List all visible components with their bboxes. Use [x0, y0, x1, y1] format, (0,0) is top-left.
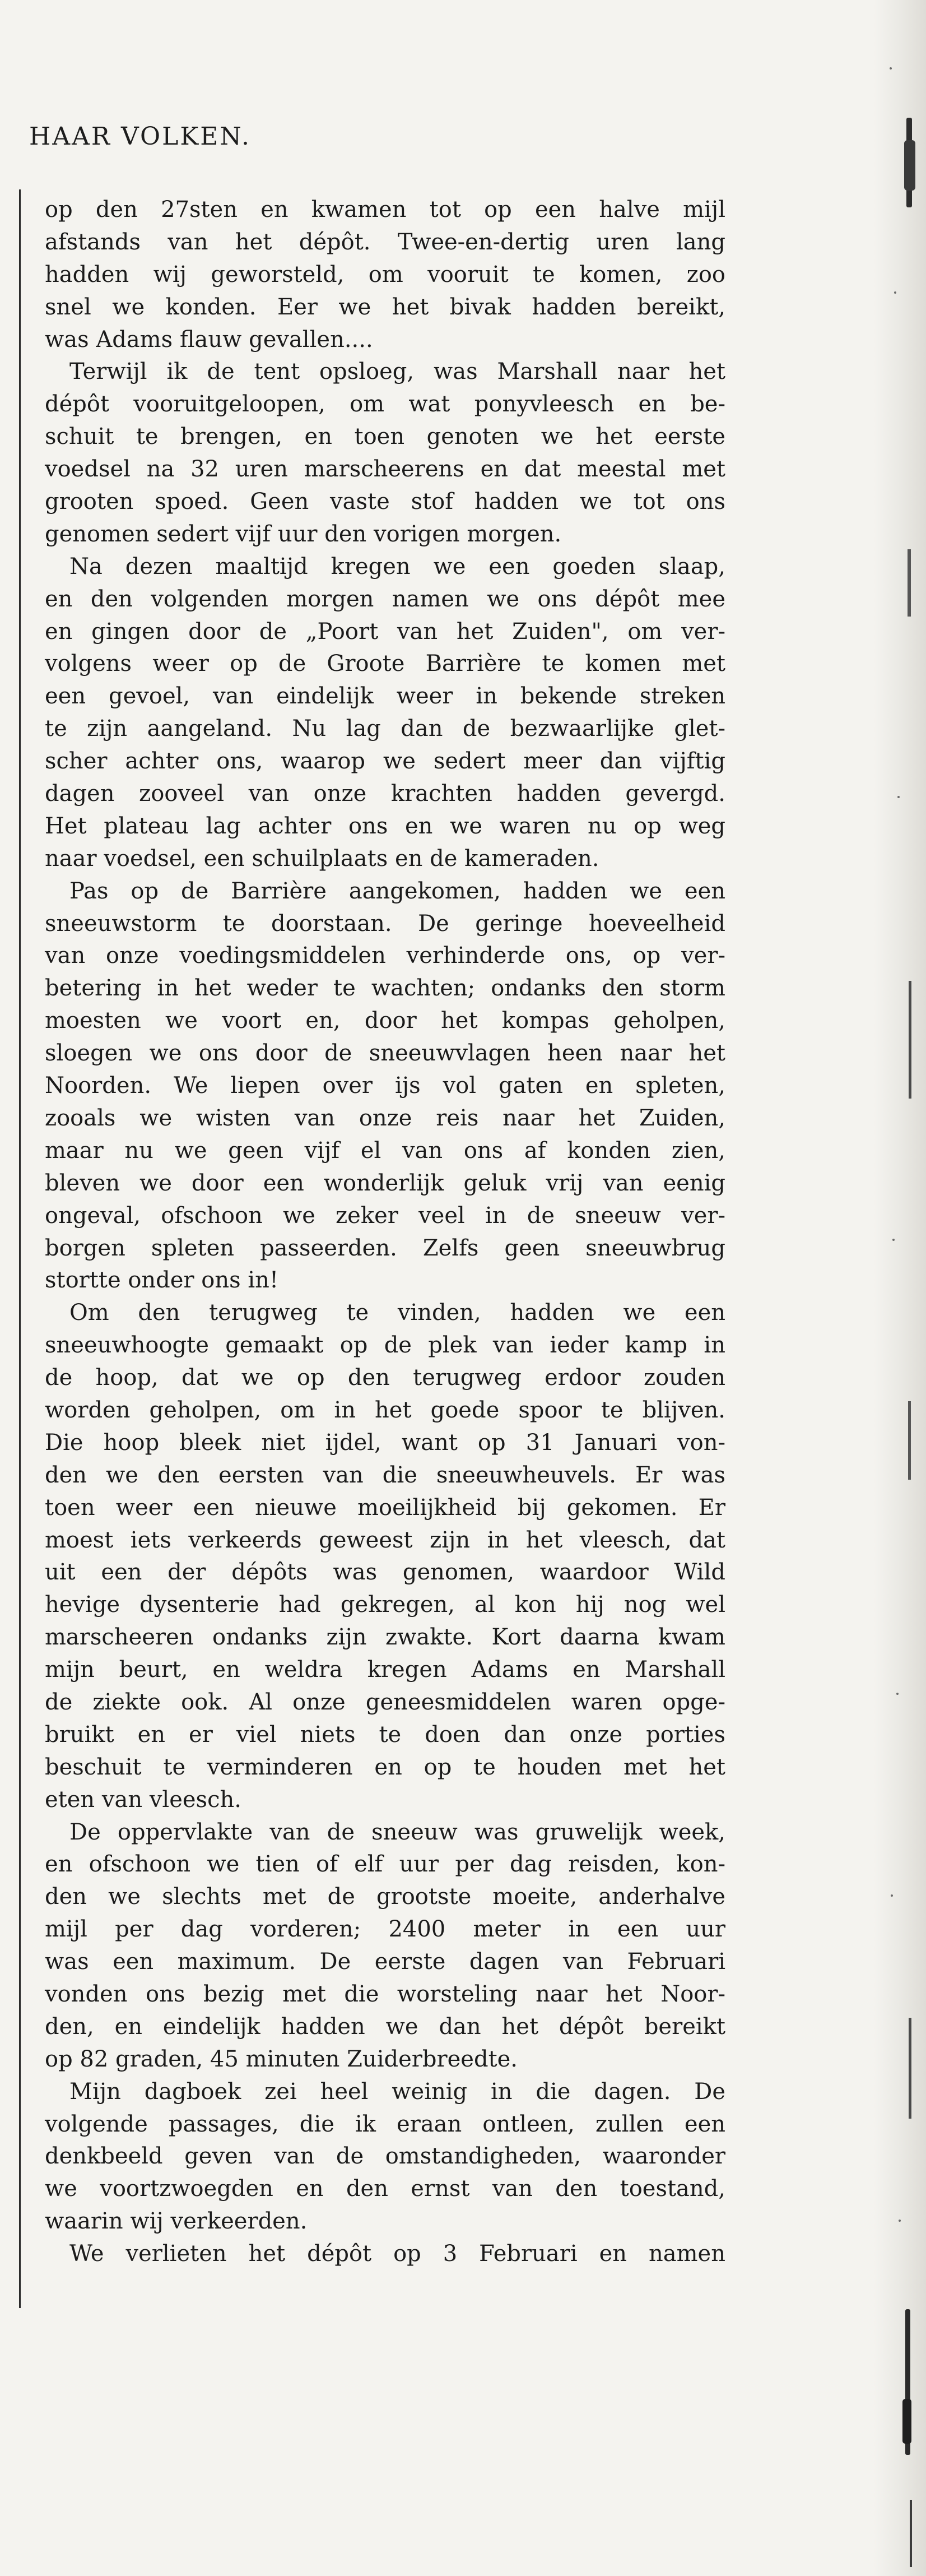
text-line: De oppervlakte van de sneeuw was gruwelijk week, [69, 1819, 725, 1845]
text-line: dépôt vooruitgeloopen, om wat ponyvleesch en be- [45, 391, 725, 418]
column-rule [19, 189, 21, 2308]
text-line: hadden wij geworsteld, om vooruit te komen, zoo [45, 261, 725, 288]
scan-speck [899, 2220, 901, 2222]
scan-speck [891, 1894, 893, 1897]
text-line: dagen zooveel van onze krachten hadden gevergd. [45, 781, 725, 807]
text-line: worden geholpen, om in het goede spoor te blijven. [45, 1397, 725, 1423]
text-line: hevige dysenterie had gekregen, al kon hij nog wel [45, 1592, 725, 1618]
binding-mark [902, 2399, 911, 2444]
text-line: volgende passages, die ik eraan ontleen, zullen een [45, 2111, 725, 2137]
text-line: genomen sedert vijf uur den vorigen morgen. [45, 521, 562, 547]
text-line: schuit te brengen, en toen genoten we het eerste [45, 424, 725, 450]
text-line: en den volgenden morgen namen we ons dépôt mee [45, 586, 725, 612]
binding-gutter [874, 0, 926, 2576]
text-line: marscheeren ondanks zijn zwakte. Kort daarna kwam [45, 1624, 725, 1651]
scan-speck [894, 291, 896, 294]
body-text [45, 194, 725, 2271]
text-line: moest iets verkeerds geweest zijn in het vleesch, dat [45, 1527, 725, 1553]
scan-speck [896, 1693, 899, 1695]
text-line: We verlieten het dépôt op 3 Februari en namen [69, 2241, 725, 2267]
running-head: HAAR VOLKEN. [29, 122, 251, 151]
text-line: borgen spleten passeerden. Zelfs geen sneeuwbrug [45, 1235, 725, 1261]
binding-mark [909, 981, 911, 1099]
text-line: beschuit te verminderen en op te houden met het [45, 1754, 725, 1780]
text-line: zooals we wisten van onze reis naar het Zuiden, [45, 1105, 725, 1131]
text-line: was Adams flauw gevallen.... [45, 326, 373, 353]
text-line: grooten spoed. Geen vaste stof hadden we tot ons [45, 489, 725, 515]
text-line: ongeval, ofschoon we zeker veel in de sneeuw ver- [45, 1202, 725, 1229]
text-line: van onze voedingsmiddelen verhinderde ons, op ver- [45, 943, 725, 969]
text-line: en gingen door de „Poort van het Zuiden", om ver- [45, 618, 725, 645]
text-line: toen weer een nieuwe moeilijkheid bij gekomen. Er [45, 1494, 725, 1521]
text-line: maar nu we geen vijf el van ons af konden zien, [45, 1137, 725, 1164]
text-line: de ziekte ook. Al onze geneesmiddelen waren opge- [45, 1689, 725, 1715]
text-line: en ofschoon we tien of elf uur per dag reisden, kon- [45, 1851, 725, 1878]
text-line: Na dezen maaltijd kregen we een goeden slaap, [69, 553, 725, 580]
binding-mark [909, 2018, 911, 2119]
text-line: den, en eindelijk hadden we dan het dépôt bereikt [45, 2013, 725, 2040]
scan-speck [890, 67, 892, 70]
text-line: eten van vleesch. [45, 1786, 241, 1813]
text-line: bruikt en er viel niets te doen dan onze porties [45, 1721, 725, 1748]
text-line: Mijn dagboek zei heel weinig in die dagen. De [69, 2078, 725, 2105]
text-line: te zijn aangeland. Nu lag dan de bezwaarlijke glet- [45, 716, 725, 742]
text-line: we voortzwoegden en den ernst van den toestand, [45, 2176, 725, 2202]
text-line: sneeuwstorm te doorstaan. De geringe hoeveelheid [45, 910, 725, 937]
text-line: Noorden. We liepen over ijs vol gaten en spleten, [45, 1073, 725, 1099]
scan-speck [892, 1239, 895, 1241]
text-line: waarin wij verkeerden. [45, 2208, 308, 2235]
text-line: afstands van het dépôt. Twee-en-dertig uren lang [45, 229, 725, 255]
text-line: was een maximum. De eerste dagen van Februari [45, 1949, 725, 1975]
text-line: betering in het weder te wachten; ondanks den storm [45, 975, 725, 1002]
text-line: uit een der dépôts was genomen, waardoor Wild [45, 1559, 725, 1586]
binding-mark [904, 140, 915, 191]
text-line: stortte onder ons in! [45, 1267, 279, 1294]
text-line: snel we konden. Eer we het bivak hadden bereikt, [45, 294, 725, 320]
text-line: Terwijl ik de tent opsloeg, was Marshall naar het [69, 359, 725, 385]
text-line: scher achter ons, waarop we sedert meer dan vijftig [45, 748, 725, 775]
text-line: Om den terugweg te vinden, hadden we een [69, 1300, 725, 1326]
text-line: vonden ons bezig met die worsteling naar het Noor- [45, 1981, 725, 2007]
text-line: naar voedsel, een schuilplaats en de kameraden. [45, 845, 599, 872]
text-line: den we den eersten van die sneeuwheuvels. Er was [45, 1462, 725, 1488]
text-line: de hoop, dat we op den terugweg erdoor zouden [45, 1365, 725, 1391]
scan-speck [897, 796, 900, 798]
text-line: Pas op de Barrière aangekomen, hadden we een [69, 878, 725, 904]
text-line: Het plateau lag achter ons en we waren nu op weg [45, 813, 725, 839]
text-line: moesten we voort en, door het kompas geholpen, [45, 1008, 725, 1034]
text-line: sloegen we ons door de sneeuwvlagen heen naar het [45, 1040, 725, 1067]
binding-mark [908, 549, 911, 617]
text-line: op 82 graden, 45 minuten Zuiderbreedte. [45, 2046, 518, 2072]
text-line: mijl per dag vorderen; 2400 meter in een uur [45, 1916, 725, 1943]
text-line: den we slechts met de grootste moeite, anderhalve [45, 1884, 725, 1910]
text-line: denkbeeld geven van de omstandigheden, waaronder [45, 2143, 725, 2170]
text-line: een gevoel, van eindelijk weer in bekende streken [45, 683, 725, 710]
text-line: mijn beurt, en weldra kregen Adams en Marshall [45, 1657, 725, 1683]
text-line: bleven we door een wonderlijk geluk vrij van eenig [45, 1170, 725, 1196]
text-line: Die hoop bleek niet ijdel, want op 31 Januari von- [45, 1429, 725, 1456]
text-line: op den 27sten en kwamen tot op een halve mijl [45, 197, 725, 223]
text-line: volgens weer op de Groote Barrière te komen met [45, 651, 725, 677]
text-line: sneeuwhoogte gemaakt op de plek van ieder kamp in [45, 1332, 725, 1359]
binding-mark [910, 2500, 912, 2567]
text-line: voedsel na 32 uren marscheerens en dat meestal met [45, 456, 725, 483]
binding-mark [908, 1401, 911, 1480]
